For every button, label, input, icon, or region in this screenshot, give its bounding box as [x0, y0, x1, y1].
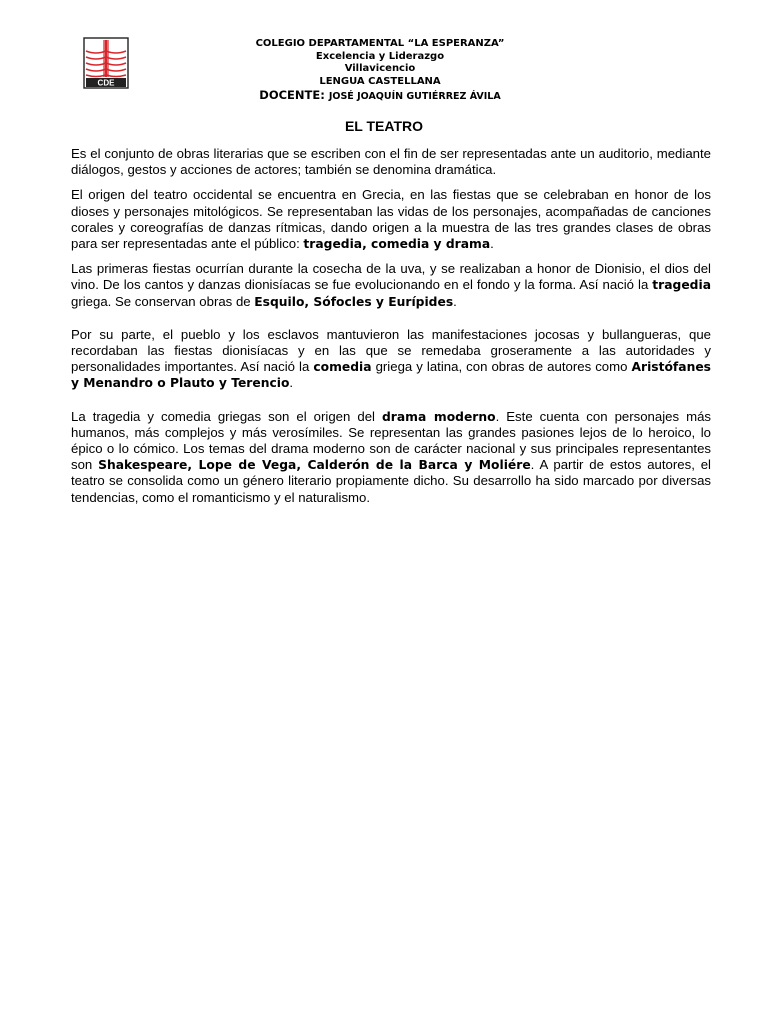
paragraph-bold: Aristófanes y Menandro o Plauto y Terencio	[71, 360, 711, 391]
paragraph-text: La tragedia y comedia griegas son el origen del	[71, 408, 382, 424]
school-city: Villavicencio	[344, 63, 416, 74]
paragraph-text: griega. Se conservan obras de	[71, 293, 255, 309]
document-body	[71, 146, 711, 515]
paragraph-text: .	[453, 293, 457, 309]
paragraph-bold: Shakespeare, Lope de Vega, Calderón de la Barca y Moliére	[98, 458, 531, 473]
paragraph-bold: drama moderno	[381, 409, 496, 424]
paragraph-bold: tragedia	[652, 278, 711, 293]
paragraph-definition	[71, 146, 711, 178]
paragraph-text: Por su parte, el pueblo y los esclavos mantuvieron las manifestaciones jocosas y bullangueras, que recordaban las fiestas dionisíacas y en las que se remedaba groseramente a las autoridades y personalidades importantes. Así nació la	[71, 326, 711, 375]
logo-text: CDE	[97, 78, 115, 88]
paragraph-bold: comedia	[313, 360, 372, 375]
teacher-label: DOCENTE:	[259, 88, 325, 102]
school-logo	[83, 37, 129, 89]
document-title: EL TEATRO	[344, 118, 424, 134]
subject-name: LENGUA CASTELLANA	[319, 75, 441, 87]
paragraph-text: .	[490, 236, 494, 252]
paragraph-text: . A partir de estos autores, el teatro se consolida como un género literario propiamente dicho. Su desarrollo ha sido marcado por diversas tendencias, como el romanticismo y el naturalismo.	[71, 457, 711, 505]
paragraph-text: Es el conjunto de obras literarias que se escriben con el fin de ser representadas ante un auditorio, mediante diálogos, gestos y acciones de actores; también se denomina dramática.	[71, 146, 711, 178]
paragraph-tragedy	[71, 261, 711, 310]
paragraph-text: Las primeras fiestas ocurrían durante la cosecha de la uva, y se realizaban a honor de Dionisio, el dios del vino. De los cantos y danzas dionisíacas se fue evolucionando en el fondo y la forma. Así nació la	[71, 261, 711, 293]
paragraph-text: griega y latina, con obras de autores como	[371, 359, 632, 375]
school-motto: Excelencia y Liderazgo	[315, 50, 445, 62]
teacher-name: JOSÉ JOAQUÍN GUTIÉRREZ ÁVILA	[328, 91, 501, 102]
paragraph-comedy	[71, 327, 711, 392]
school-name: COLEGIO DEPARTAMENTAL “LA ESPERANZA”	[255, 38, 505, 49]
paragraph-text: . Este cuenta con personajes más humanos, más complejos y más verosímiles. Se representan las grandes pasiones lejos de lo heroico, lo épico o lo cómico. Los temas del drama moderno son de carácter nacional y sus principales representantes son	[71, 408, 712, 473]
teacher-line	[180, 89, 580, 104]
paragraph-origin	[71, 187, 711, 252]
document-header	[180, 38, 580, 104]
paragraph-modern-drama	[71, 409, 711, 506]
paragraph-text: El origen del teatro occidental se encuentra en Grecia, en las fiestas que se celebraban en honor de los dioses y personajes mitológicos. Se representaban las vidas de los personajes, acompañadas de canciones corales y coreografías de danzas rítmicas, dando origen a la muestra de las tres grandes clases de obras para ser representadas ante el público:	[71, 187, 711, 252]
paragraph-bold: tragedia, comedia y drama	[303, 237, 491, 252]
paragraph-bold: Esquilo, Sófocles y Eurípides	[254, 294, 454, 309]
paragraph-text: .	[289, 375, 294, 391]
